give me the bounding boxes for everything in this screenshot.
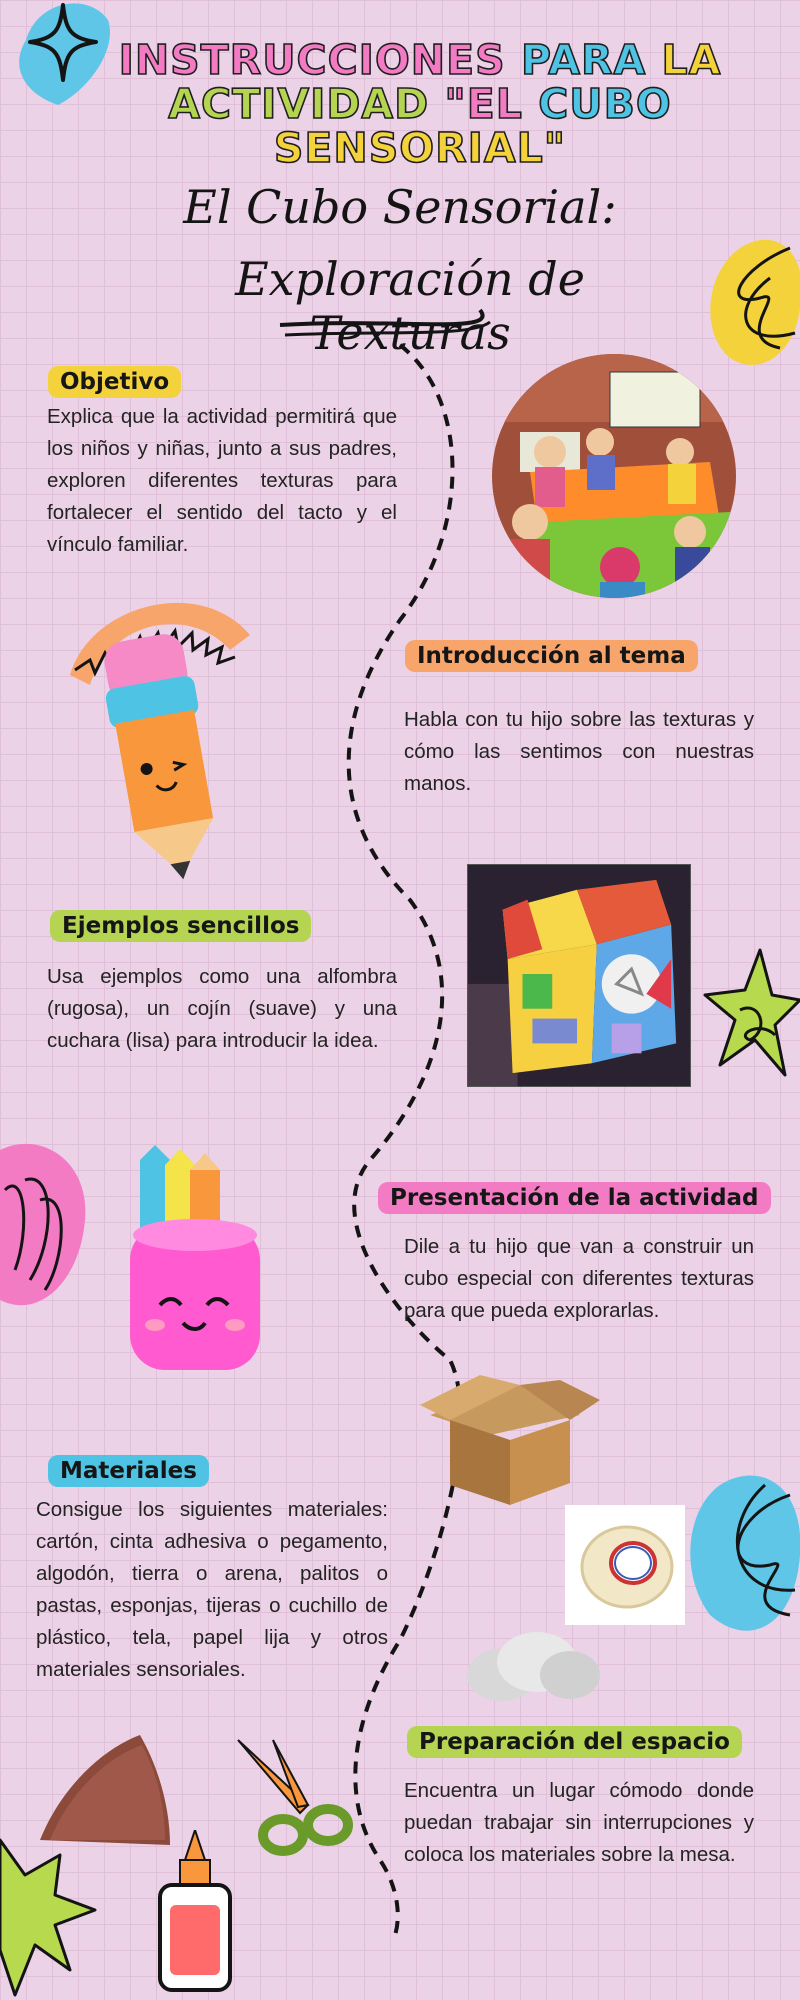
pencil-character-illustration: [60, 575, 260, 885]
label-objetivo: Objetivo: [48, 366, 181, 398]
title-word-5: "EL: [444, 80, 523, 128]
cardboard-box-illustration: [420, 1375, 600, 1505]
cotton-illustration: [462, 1630, 602, 1705]
pencil-cup-illustration: [125, 1145, 270, 1380]
title-word-7: SENSORIAL": [273, 124, 567, 172]
sensory-cube-photo: [467, 864, 691, 1087]
classroom-photo: [490, 352, 738, 600]
text-ejemplos: Usa ejemplos como una alfombra (rugosa), un cojín (suave) y una cuchara (lisa) para introducir la idea.: [47, 965, 397, 1052]
title-word-2: PARA: [520, 36, 647, 84]
label-materiales: Materiales: [48, 1455, 209, 1487]
label-introduccion: Introducción al tema: [405, 640, 698, 672]
glue-bottle-illustration: [155, 1830, 235, 1995]
text-introduccion: Habla con tu hijo sobre las texturas y cómo las sentimos con nuestras manos.: [404, 708, 754, 795]
tape-roll-illustration: [565, 1505, 685, 1625]
text-objetivo: Explica que la actividad permitirá que los niños y niñas, junto a sus padres, exploren diferentes texturas para fortalecer el sentido del tacto y el vínculo familiar.: [47, 405, 397, 556]
title-word-1: INSTRUCCIONES: [118, 36, 506, 84]
label-preparacion: Preparación del espacio: [407, 1726, 742, 1758]
subtitle-line-1: El Cubo Sensorial:: [183, 180, 617, 234]
scissors-illustration: [228, 1735, 363, 1870]
label-ejemplos: Ejemplos sencillos: [50, 910, 311, 942]
label-presentacion: Presentación de la actividad: [378, 1182, 771, 1214]
title-word-4: ACTIVIDAD: [168, 80, 430, 128]
text-materiales: Consigue los siguientes materiales: cartón, cinta adhesiva o pegamento, algodón, tierra o arena, palitos o pastas, esponjas, tijeras o cuchillo de plástico, tela, papel lija y otros materiales sensoriales.: [36, 1498, 388, 1681]
title-word-6: CUBO: [538, 80, 672, 128]
text-presentacion: Dile a tu hijo que van a construir un cubo especial con diferentes texturas para que pueda explorarlas.: [404, 1235, 754, 1322]
title-word-3: LA: [661, 36, 722, 84]
subtitle-line-2: Exploración de Texturas: [235, 252, 585, 360]
text-preparacion: Encuentra un lugar cómodo donde puedan trabajar sin interrupciones y coloca los materiales sobre la mesa.: [404, 1779, 754, 1866]
